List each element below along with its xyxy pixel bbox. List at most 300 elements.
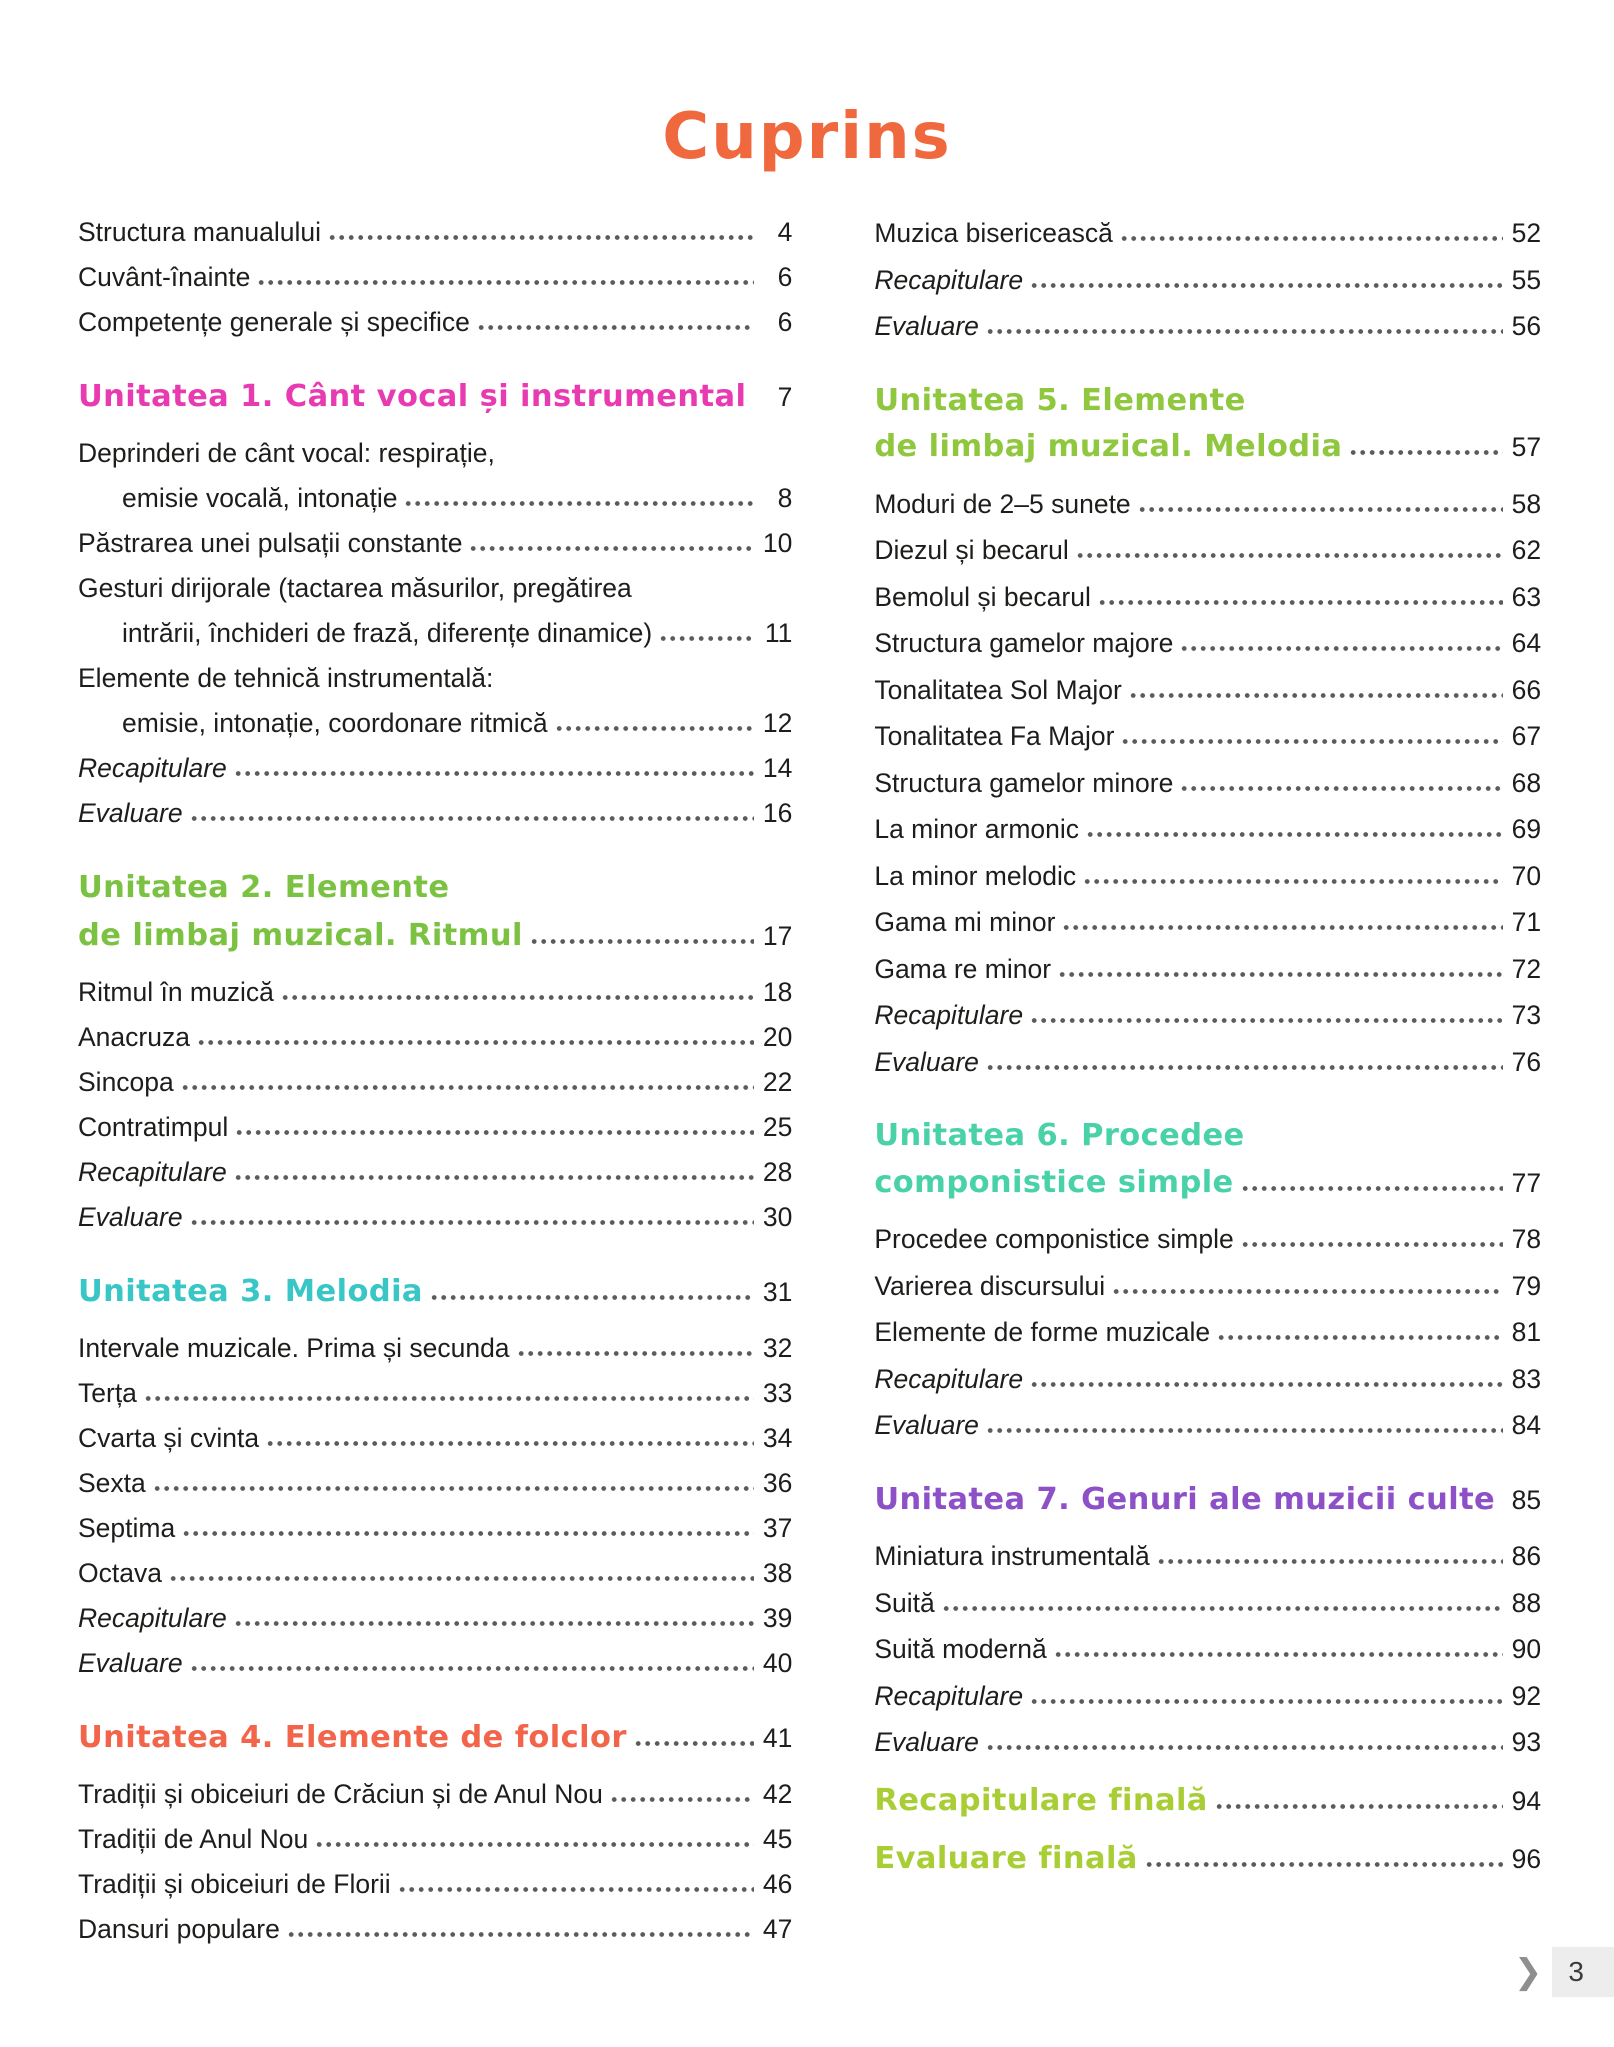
toc-entry-text: Păstrarea unei pulsații constante (78, 528, 463, 558)
toc-heading-line (78, 1268, 792, 1316)
toc-entry-line (78, 431, 792, 476)
toc-entry-line (874, 620, 1541, 667)
toc-entry (78, 1641, 792, 1686)
toc-page-ref: 28 (762, 1157, 793, 1187)
toc-entry-text: Cuvânt-înainte (78, 262, 251, 292)
toc-entry-line (874, 946, 1541, 993)
dot-leader (267, 1440, 754, 1447)
toc-entry-text: Septima (78, 1513, 176, 1543)
dot-leader (943, 1605, 1503, 1612)
toc-entry-text: Procedee componistice simple (874, 1224, 1234, 1254)
toc-entry (78, 1862, 792, 1907)
dot-leader (316, 1841, 754, 1848)
dot-leader (288, 1931, 755, 1938)
toc-entry-text: Structura gamelor majore (874, 628, 1174, 658)
toc-page-ref: 36 (762, 1468, 793, 1498)
toc-entry-line (78, 1907, 792, 1952)
toc-heading-line (78, 1714, 792, 1762)
toc-page-ref: 55 (1511, 264, 1542, 295)
toc-page-ref: 68 (1511, 767, 1542, 798)
toc-page-ref: 79 (1511, 1270, 1542, 1301)
toc-entry (78, 746, 792, 791)
dot-leader (531, 938, 755, 945)
dot-leader (282, 994, 754, 1001)
toc-entry-text: Evaluare (874, 1727, 979, 1757)
dot-leader (1181, 785, 1503, 792)
toc-entry (78, 1596, 792, 1641)
toc-entry-line (874, 853, 1541, 900)
toc-entry-line (874, 1309, 1541, 1356)
toc-page-ref: 6 (777, 262, 793, 292)
dot-leader (191, 1665, 755, 1672)
toc-entry (874, 210, 1541, 257)
toc-entry-line (78, 701, 792, 746)
toc-entry-text: La minor armonic (874, 814, 1080, 844)
dot-leader (470, 545, 754, 552)
toc-entry-text: Gesturi dirijorale (tactarea măsurilor, pregătirea (78, 573, 632, 603)
toc-entry-line (78, 476, 792, 521)
toc-entry (78, 656, 792, 746)
toc-entry (78, 1060, 792, 1105)
toc-entry-text: Tradiții de Anul Nou (78, 1824, 309, 1854)
toc-entry-line (78, 1506, 792, 1551)
toc-entry (874, 1263, 1541, 1310)
toc-entry-line (78, 300, 792, 345)
toc-page-ref: 73 (1511, 1000, 1542, 1030)
toc-entry (78, 1817, 792, 1862)
dot-leader (1350, 449, 1503, 456)
toc-entry-text: Intervale muzicale. Prima și secunda (78, 1333, 510, 1363)
toc-entry-line (78, 521, 792, 566)
toc-page-ref: 42 (762, 1779, 793, 1809)
toc-entry-line (874, 481, 1541, 528)
dot-leader (258, 279, 754, 286)
toc-entry (78, 521, 792, 566)
toc-entry-line (874, 806, 1541, 853)
toc-entry-text: Tradiții și obiceiuri de Crăciun și de Anul Nou (78, 1779, 603, 1809)
toc-page-ref: 66 (1511, 674, 1542, 705)
dot-leader (1087, 831, 1503, 838)
toc-entry-line (78, 656, 792, 701)
toc-page-ref: 85 (1511, 1484, 1542, 1515)
toc-entry-line (78, 1416, 792, 1461)
toc-page-ref: 76 (1511, 1046, 1542, 1077)
dot-leader (1130, 692, 1503, 699)
toc-entry (874, 481, 1541, 528)
toc-heading-line (874, 424, 1541, 471)
toc-entry-text: Dansuri populare (78, 1914, 280, 1944)
toc-entry-line (78, 746, 792, 791)
toc-entry-text: Recapitulare (78, 753, 227, 783)
dot-leader (329, 234, 754, 241)
dot-leader (1113, 1288, 1503, 1295)
toc-column-left (78, 210, 792, 1952)
dot-leader (182, 1084, 755, 1091)
toc-entry (78, 1416, 792, 1461)
toc-entry (78, 300, 792, 345)
toc-entry (78, 1195, 792, 1240)
dot-leader (1031, 1698, 1503, 1705)
toc-entry-line (874, 1626, 1541, 1673)
toc-entry (874, 1309, 1541, 1356)
toc-entry-line (874, 667, 1541, 714)
toc-entry-line (78, 1060, 792, 1105)
toc-page-ref: 83 (1511, 1363, 1542, 1394)
toc-heading-text: Evaluare finală (874, 1841, 1138, 1876)
dot-leader (518, 1350, 755, 1357)
toc-entry (874, 574, 1541, 621)
toc-entry (874, 1039, 1541, 1086)
toc-entry-text: Tonalitatea Sol Major (874, 674, 1122, 705)
toc-entry-text: Structura gamelor minore (874, 767, 1174, 798)
toc-entry-text: Recapitulare (874, 1680, 1024, 1711)
dot-leader (170, 1575, 754, 1582)
toc-entry (874, 1673, 1541, 1720)
toc-entry (874, 620, 1541, 667)
toc-page-ref: 39 (762, 1603, 793, 1633)
toc-page-ref: 84 (1511, 1410, 1542, 1440)
toc-heading-text: Recapitulare finală (874, 1782, 1208, 1818)
dot-leader (660, 635, 754, 642)
dot-leader (1218, 1334, 1503, 1341)
toc-entry-text: Suită modernă (874, 1634, 1047, 1664)
toc-heading-text: componistice simple (874, 1164, 1234, 1200)
toc-entry (78, 566, 792, 656)
toc-heading (874, 1778, 1541, 1825)
toc-page-ref: 88 (1511, 1587, 1542, 1618)
toc-entry-text: Terța (78, 1378, 137, 1408)
toc-page-ref: 7 (777, 382, 793, 412)
toc-page-ref: 94 (1511, 1785, 1542, 1816)
toc-entry-text: Evaluare (874, 311, 979, 341)
toc-entry (874, 1216, 1541, 1263)
toc-entry-text: Recapitulare (874, 1000, 1024, 1030)
toc-entry-line (78, 1772, 792, 1817)
dot-leader (635, 1740, 755, 1747)
toc-entry (78, 1506, 792, 1551)
toc-entry-text: La minor melodic (874, 860, 1077, 891)
toc-entry-line (78, 566, 792, 611)
toc-entry (874, 760, 1541, 807)
dot-leader (1216, 1803, 1503, 1810)
toc-entry (78, 255, 792, 300)
dot-leader (1139, 506, 1503, 513)
toc-heading (874, 1836, 1541, 1883)
toc-heading-line (78, 864, 792, 912)
toc-heading (874, 1113, 1541, 1206)
toc-entry (78, 970, 792, 1015)
toc-entry (874, 1533, 1541, 1580)
toc-page-ref: 33 (762, 1378, 793, 1408)
toc-entry-text: Evaluare (78, 1648, 183, 1678)
toc-heading-text: Unitatea 6. Procedee (874, 1118, 1245, 1153)
toc-entry (78, 210, 792, 255)
toc-page-ref: 71 (1511, 907, 1542, 937)
toc-page-ref: 86 (1511, 1541, 1542, 1571)
toc-entry-line (874, 1356, 1541, 1403)
toc-entry-line (78, 210, 792, 255)
chevron-right-icon: ❯ (1513, 1953, 1543, 1991)
toc-entry-text: Recapitulare (874, 1363, 1024, 1394)
dot-leader (399, 1886, 755, 1893)
toc-entry-line (874, 1216, 1541, 1263)
toc-entry-text: Structura manualului (78, 217, 322, 247)
dot-leader (431, 1294, 754, 1301)
toc-entry-line (874, 760, 1541, 807)
toc-entry-text: Recapitulare (78, 1603, 227, 1633)
toc-entry (874, 1580, 1541, 1627)
toc-columns (0, 174, 1614, 1952)
toc-entry-text: Suită (874, 1587, 935, 1618)
toc-entry-text: Sincopa (78, 1067, 174, 1097)
dot-leader (235, 1620, 755, 1627)
toc-entry (78, 431, 792, 521)
toc-entry-line (874, 1533, 1541, 1580)
dot-leader (987, 328, 1503, 335)
toc-page-ref: 38 (762, 1558, 793, 1588)
page-footer (1514, 1947, 1614, 1997)
dot-leader (191, 1219, 755, 1226)
toc-page-ref: 37 (762, 1513, 793, 1543)
toc-page-ref: 77 (1511, 1167, 1542, 1198)
toc-entry (78, 1105, 792, 1150)
toc-entry-text: Ritmul în muzică (78, 977, 274, 1007)
toc-page-ref: 40 (762, 1648, 793, 1678)
dot-leader (1121, 235, 1503, 242)
dot-leader (611, 1796, 754, 1803)
toc-page-ref: 31 (762, 1277, 793, 1307)
toc-entry-line (874, 574, 1541, 621)
toc-entry-line (874, 210, 1541, 257)
toc-entry-line (78, 1150, 792, 1195)
toc-entry-text: Evaluare (874, 1046, 979, 1077)
toc-entry-line (874, 992, 1541, 1039)
dot-leader (1031, 282, 1503, 289)
toc-entry-text: Gama mi minor (874, 907, 1056, 937)
toc-page-ref: 81 (1511, 1317, 1542, 1347)
toc-entry-line (78, 1596, 792, 1641)
toc-heading-text: Unitatea 1. Cânt vocal și instrumental (78, 379, 747, 414)
toc-heading-line (874, 1113, 1541, 1160)
toc-entry-text: intrării, închideri de frază, diferențe dinamice) (122, 618, 653, 648)
toc-page-ref: 30 (762, 1202, 793, 1232)
toc-entry (874, 1402, 1541, 1449)
toc-heading-text: Unitatea 2. Elemente (78, 870, 450, 905)
toc-page-ref: 18 (762, 977, 793, 1007)
toc-entry-text: Contratimpul (78, 1112, 229, 1142)
toc-entry-text: Competențe generale și specifice (78, 307, 470, 337)
toc-heading (78, 1714, 792, 1762)
toc-page-ref: 41 (762, 1723, 793, 1753)
dot-leader (145, 1395, 754, 1402)
dot-leader (236, 1129, 754, 1136)
toc-heading (78, 1268, 792, 1316)
toc-entry (874, 1356, 1541, 1403)
toc-page-ref: 20 (762, 1022, 793, 1052)
toc-entry-text: Gama re minor (874, 953, 1052, 984)
dot-leader (987, 1064, 1503, 1071)
toc-heading (874, 1477, 1541, 1524)
toc-entry-line (78, 1371, 792, 1416)
toc-entry-line (874, 1402, 1541, 1449)
dot-leader (1059, 971, 1503, 978)
toc-entry (78, 1015, 792, 1060)
dot-leader (478, 324, 754, 331)
dot-leader (1099, 599, 1503, 606)
toc-entry (78, 1326, 792, 1371)
toc-entry (874, 946, 1541, 993)
dot-leader (198, 1039, 754, 1046)
toc-entry (874, 899, 1541, 946)
toc-page-ref: 69 (1511, 814, 1542, 844)
dot-leader (1242, 1241, 1503, 1248)
toc-entry-line (78, 611, 792, 656)
toc-entry-text: Evaluare (874, 1410, 979, 1440)
toc-entry-text: emisie vocală, intonație (122, 483, 398, 513)
toc-entry-text: Recapitulare (78, 1157, 227, 1187)
dot-leader (1084, 878, 1503, 885)
dot-leader (183, 1530, 754, 1537)
toc-page-ref: 34 (762, 1423, 793, 1453)
toc-entry (874, 667, 1541, 714)
toc-entry-text: Moduri de 2–5 sunete (874, 488, 1131, 519)
toc-heading-line (874, 1778, 1541, 1825)
page-number: 3 (1552, 1947, 1614, 1997)
toc-entry-line (78, 1461, 792, 1506)
toc-entry (78, 1551, 792, 1596)
toc-entry-line (874, 1673, 1541, 1720)
toc-entry-line (874, 899, 1541, 946)
dot-leader (1122, 738, 1503, 745)
toc-page-ref: 93 (1511, 1727, 1542, 1757)
toc-entry-text: emisie, intonație, coordonare ritmică (122, 708, 548, 738)
toc-entry-line (874, 1580, 1541, 1627)
toc-page-ref: 64 (1511, 628, 1542, 658)
toc-entry (874, 713, 1541, 760)
toc-page-ref: 57 (1511, 432, 1542, 462)
toc-entry-text: Deprinderi de cânt vocal: respirație, (78, 438, 495, 468)
toc-page-ref: 14 (762, 753, 793, 783)
toc-entry-line (78, 1015, 792, 1060)
toc-entry-line (874, 303, 1541, 350)
toc-page-ref: 47 (762, 1914, 793, 1944)
toc-entry (78, 1371, 792, 1416)
toc-entry (874, 853, 1541, 900)
toc-page-ref: 16 (762, 798, 793, 828)
toc-entry (874, 527, 1541, 574)
toc-page-ref: 46 (762, 1869, 793, 1899)
toc-page-ref: 11 (764, 618, 793, 648)
toc-entry-text: Cvarta și cvinta (78, 1423, 260, 1453)
toc-page-ref: 4 (777, 217, 793, 247)
dot-leader (235, 1174, 755, 1181)
toc-heading-line (874, 378, 1541, 425)
toc-entry-line (874, 1039, 1541, 1086)
toc-page-ref: 17 (762, 921, 793, 951)
toc-page-ref: 96 (1511, 1844, 1542, 1874)
toc-entry-line (78, 1195, 792, 1240)
page-title: Cuprins (662, 100, 952, 174)
toc-page-ref: 92 (1511, 1680, 1542, 1711)
toc-entry-text: Sexta (78, 1468, 146, 1498)
toc-heading-line (874, 1477, 1541, 1524)
toc-heading-text: Unitatea 4. Elemente de folclor (78, 1720, 627, 1755)
dot-leader (1063, 924, 1503, 931)
toc-entry-text: Varierea discursului (874, 1270, 1106, 1301)
toc-page-ref: 6 (777, 307, 793, 337)
toc-entry (78, 1772, 792, 1817)
toc-heading (874, 378, 1541, 471)
toc-heading (78, 864, 792, 960)
dot-leader (1055, 1651, 1503, 1658)
toc-entry-text: Anacruza (78, 1022, 190, 1052)
toc-heading-line (874, 1836, 1541, 1883)
toc-entry-text: Evaluare (78, 1202, 183, 1232)
toc-entry (78, 791, 792, 836)
toc-entry (874, 257, 1541, 304)
dot-leader (1146, 1861, 1503, 1868)
toc-entry-line (78, 1551, 792, 1596)
toc-entry-line (78, 791, 792, 836)
dot-leader (987, 1744, 1503, 1751)
toc-page-ref: 90 (1511, 1634, 1542, 1664)
toc-entry-line (874, 1719, 1541, 1766)
toc-entry-line (874, 257, 1541, 304)
toc-page-ref: 12 (762, 708, 793, 738)
toc-entry-text: Elemente de tehnică instrumentală: (78, 663, 494, 693)
dot-leader (1031, 1381, 1503, 1388)
toc-entry-line (78, 1105, 792, 1150)
toc-heading-text: Unitatea 5. Elemente (874, 382, 1246, 418)
toc-heading-line (874, 1160, 1541, 1207)
toc-page-ref: 56 (1511, 311, 1542, 341)
toc-entry-text: Tradiții și obiceiuri de Florii (78, 1869, 391, 1899)
toc-page-ref: 72 (1511, 953, 1542, 984)
toc-page-ref: 63 (1511, 581, 1542, 612)
toc-page-ref: 62 (1511, 535, 1542, 565)
toc-page-ref: 58 (1511, 488, 1542, 519)
toc-entry (874, 992, 1541, 1039)
toc-page-ref: 78 (1511, 1224, 1542, 1254)
toc-column-right (874, 210, 1541, 1952)
toc-entry-text: Tonalitatea Fa Major (874, 721, 1115, 751)
toc-entry-text: Elemente de forme muzicale (874, 1317, 1211, 1347)
dot-leader (1158, 1558, 1503, 1565)
toc-entry-text: Recapitulare (874, 264, 1024, 295)
toc-heading-text: de limbaj muzical. Ritmul (78, 918, 523, 953)
toc-entry-line (78, 255, 792, 300)
toc-page-ref: 25 (762, 1112, 793, 1142)
dot-leader (556, 725, 755, 732)
toc-page-ref: 52 (1511, 218, 1542, 248)
toc-entry-text: Bemolul și becarul (874, 581, 1091, 612)
toc-entry-line (874, 1263, 1541, 1310)
dot-leader (1077, 552, 1503, 559)
dot-leader (1031, 1017, 1503, 1024)
toc-entry-line (78, 1817, 792, 1862)
toc-entry-line (78, 970, 792, 1015)
toc-entry-line (78, 1862, 792, 1907)
toc-entry-line (874, 527, 1541, 574)
toc-entry-text: Muzica bisericească (874, 218, 1113, 248)
toc-entry-line (874, 713, 1541, 760)
toc-entry (874, 806, 1541, 853)
toc-page-ref: 45 (762, 1824, 793, 1854)
toc-page-ref: 8 (777, 483, 793, 513)
toc-entry-text: Diezul și becarul (874, 535, 1069, 565)
toc-heading-text: Unitatea 7. Genuri ale muzicii culte (874, 1481, 1496, 1517)
toc-heading-text: Unitatea 3. Melodia (78, 1274, 423, 1309)
